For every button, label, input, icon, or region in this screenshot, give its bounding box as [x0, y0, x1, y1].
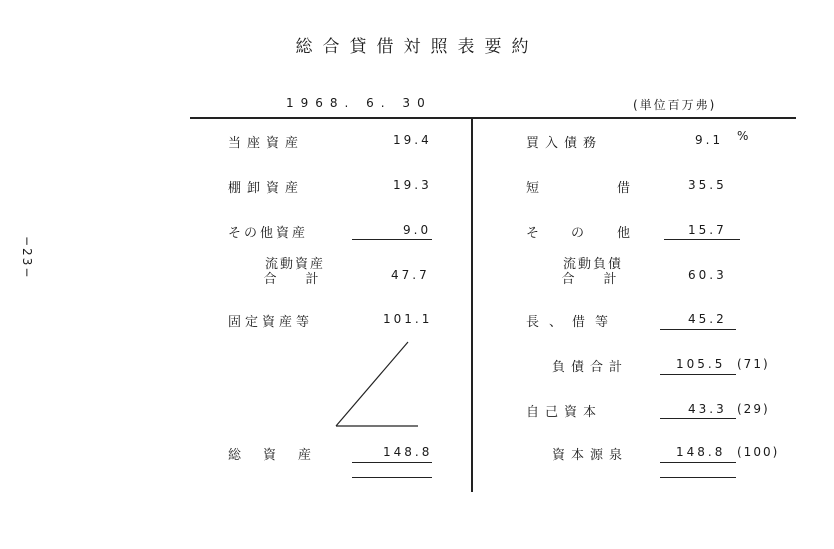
- other-liabilities-underline: [664, 239, 740, 240]
- total-assets-label: 総資産: [228, 448, 334, 463]
- other-assets-value: 9.0: [403, 223, 432, 237]
- blank-space-diagonal: [330, 338, 420, 430]
- other-liabilities-value: 15.7: [688, 223, 727, 237]
- long-loans-underline: [660, 329, 736, 330]
- long-loans-value: 45.2: [688, 312, 727, 326]
- page-number: −23−: [20, 236, 34, 280]
- total-assets-underline-1: [352, 462, 432, 463]
- fixed-assets-value: 101.1: [383, 312, 433, 326]
- equity-value: 43.3: [688, 402, 727, 416]
- current-assets-total-value: 47.7: [391, 268, 430, 282]
- capital-source-underline-2: [660, 477, 736, 478]
- column-divider: [471, 118, 473, 492]
- balance-date: 1968. 6. 30: [286, 96, 432, 110]
- current-assets-label: 当座資産: [228, 136, 305, 151]
- current-assets-total-line1: 流動資産: [264, 257, 325, 272]
- total-liabilities-label: 負債合計: [552, 360, 629, 375]
- capital-source-value: 148.8: [676, 445, 726, 459]
- long-loans-label: 長、借等: [526, 315, 619, 330]
- equity-percent: (29): [737, 402, 770, 416]
- short-loans-value: 35.5: [688, 178, 727, 192]
- total-liabilities-percent: (71): [737, 357, 770, 371]
- short-loans-label-b: 借: [617, 181, 631, 196]
- payables-label: 買入債務: [526, 136, 603, 151]
- payables-value: 9.1: [695, 133, 724, 147]
- other-liabilities-label-a: そ: [526, 226, 540, 241]
- current-assets-total-label: [250, 257, 340, 287]
- current-liabilities-total-label: [548, 257, 638, 287]
- equity-underline: [660, 418, 736, 419]
- capital-source-percent: (100): [737, 445, 780, 459]
- capital-source-label: 資本源泉: [552, 448, 629, 463]
- inventory-label: 棚卸資産: [228, 181, 305, 196]
- current-liabilities-total-value: 60.3: [688, 268, 727, 282]
- other-assets-label: その他資産: [228, 226, 309, 241]
- header-rule: [190, 117, 796, 119]
- unit-label: (単位百万弗): [633, 98, 717, 112]
- current-assets-value: 19.4: [393, 133, 432, 147]
- page-title: 総合貸借対照表要約: [295, 37, 539, 57]
- other-assets-underline: [352, 239, 432, 240]
- current-liabilities-total-line2: 合 計: [561, 272, 625, 287]
- other-liabilities-label-c: 他: [617, 226, 631, 241]
- total-assets-value: 148.8: [383, 445, 433, 459]
- total-assets-underline-2: [352, 477, 432, 478]
- percent-mark: %: [737, 129, 749, 143]
- total-liabilities-underline: [660, 374, 736, 375]
- fixed-assets-label: 固定資産等: [228, 315, 314, 330]
- capital-source-underline-1: [660, 462, 736, 463]
- total-liabilities-value: 105.5: [676, 357, 726, 371]
- inventory-value: 19.3: [393, 178, 432, 192]
- other-liabilities-label-b: の: [571, 226, 585, 241]
- equity-label: 自己資本: [526, 405, 603, 420]
- short-loans-label-a: 短: [526, 181, 540, 196]
- current-assets-total-line2: 合 計: [263, 272, 327, 287]
- current-liabilities-total-line1: 流動負債: [562, 257, 623, 272]
